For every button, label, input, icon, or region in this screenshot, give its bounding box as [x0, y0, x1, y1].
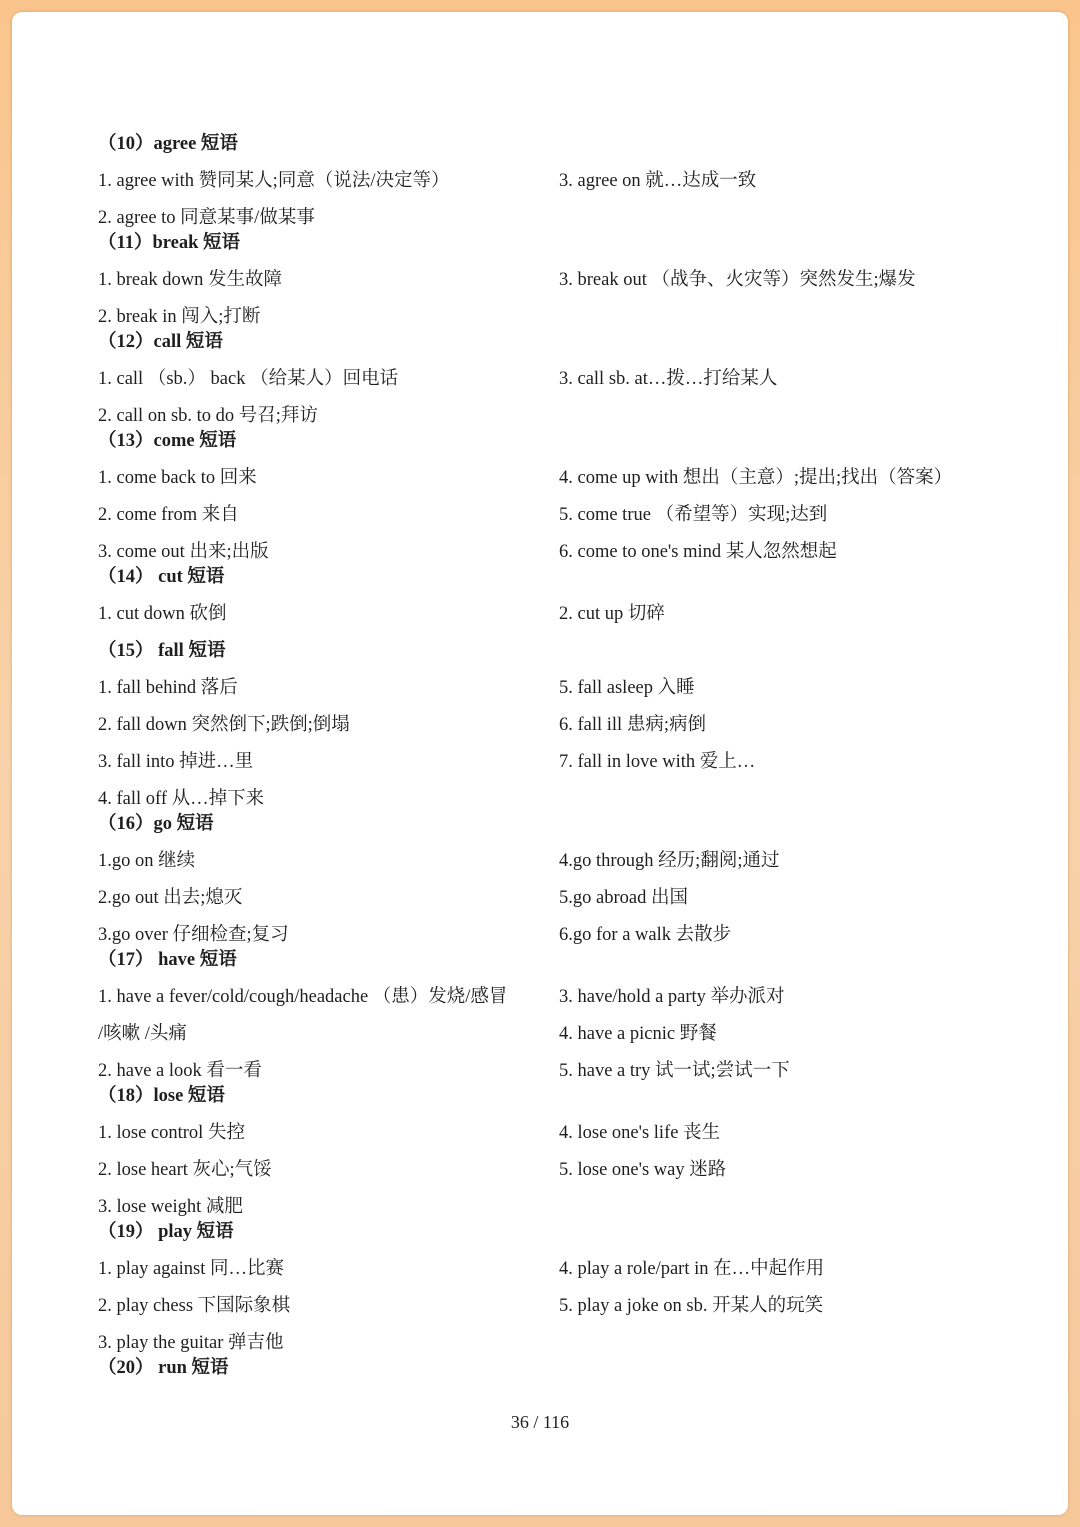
phrase-item: 5. come true （希望等）实现;达到: [559, 505, 828, 525]
phrase-item: 1. call （sb.） back （给某人）回电话: [98, 369, 399, 389]
phrase-item: 4. fall off 从…掉下来: [98, 789, 265, 809]
section-heading: （20） run 短语: [98, 1358, 229, 1378]
document-page: [12, 12, 1068, 1515]
phrase-item: 2. agree to 同意某事/做某事: [98, 208, 315, 228]
section-heading: （13）come 短语: [98, 431, 237, 451]
phrase-item: 1. agree with 赞同某人;同意（说法/决定等）: [98, 171, 450, 191]
section-heading: （14） cut 短语: [98, 567, 225, 587]
phrase-item: 5.go abroad 出国: [559, 888, 688, 908]
phrase-item: 1. fall behind 落后: [98, 678, 238, 698]
section-heading: （12）call 短语: [98, 332, 223, 352]
phrase-item: 2. lose heart 灰心;气馁: [98, 1160, 272, 1180]
phrase-item: 5. play a joke on sb. 开某人的玩笑: [559, 1296, 824, 1316]
phrase-item: 3. fall into 掉进…里: [98, 752, 254, 772]
phrase-item: 6.go for a walk 去散步: [559, 925, 732, 945]
section-heading: （11）break 短语: [98, 233, 241, 253]
phrase-item: 7. fall in love with 爱上…: [559, 752, 756, 772]
phrase-item: 2. fall down 突然倒下;跌倒;倒塌: [98, 715, 350, 735]
phrase-item: 2. come from 来自: [98, 505, 239, 525]
phrase-item: 3. lose weight 减肥: [98, 1197, 243, 1217]
phrase-item: 1. break down 发生故障: [98, 270, 282, 290]
phrase-item: 2. call on sb. to do 号召;拜访: [98, 406, 318, 426]
phrase-item: 3.go over 仔细检查;复习: [98, 925, 289, 945]
phrase-item: /咳嗽 /头痛: [98, 1024, 187, 1044]
section-heading: （19） play 短语: [98, 1222, 234, 1242]
phrase-item: 2. play chess 下国际象棋: [98, 1296, 291, 1316]
phrase-item: 3. break out （战争、火灾等）突然发生;爆发: [559, 270, 916, 290]
phrase-item: 1.go on 继续: [98, 851, 196, 871]
section-heading: （16）go 短语: [98, 814, 214, 834]
phrase-item: 4. have a picnic 野餐: [559, 1024, 717, 1044]
page-number: 36 / 116: [510, 1412, 570, 1432]
phrase-item: 2. have a look 看一看: [98, 1061, 262, 1081]
phrase-item: 1. come back to 回来: [98, 468, 257, 488]
phrase-item: 3. have/hold a party 举办派对: [559, 987, 785, 1007]
phrase-item: 3. play the guitar 弹吉他: [98, 1333, 284, 1353]
section-heading: （15） fall 短语: [98, 641, 226, 661]
phrase-item: 5. have a try 试一试;尝试一下: [559, 1061, 790, 1081]
phrase-item: 2. break in 闯入;打断: [98, 307, 261, 327]
phrase-item: 3. agree on 就…达成一致: [559, 171, 757, 191]
phrase-item: 4. lose one's life 丧生: [559, 1123, 721, 1143]
phrase-item: 1. lose control 失控: [98, 1123, 245, 1143]
phrase-item: 6. fall ill 患病;病倒: [559, 715, 706, 735]
phrase-list: [12, 12, 1068, 1515]
phrase-item: 1. play against 同…比赛: [98, 1259, 285, 1279]
phrase-item: 3. come out 出来;出版: [98, 542, 269, 562]
phrase-item: 5. fall asleep 入睡: [559, 678, 695, 698]
phrase-item: 4. come up with 想出（主意）;提出;找出（答案）: [559, 468, 953, 488]
phrase-item: 4. play a role/part in 在…中起作用: [559, 1259, 825, 1279]
section-heading: （17） have 短语: [98, 950, 237, 970]
section-heading: （10）agree 短语: [98, 134, 238, 154]
phrase-item: 2. cut up 切碎: [559, 604, 665, 624]
phrase-item: 1. cut down 砍倒: [98, 604, 227, 624]
section-heading: （18）lose 短语: [98, 1086, 225, 1106]
phrase-item: 3. call sb. at…拨…打给某人: [559, 369, 778, 389]
phrase-item: 2.go out 出去;熄灭: [98, 888, 243, 908]
phrase-item: 6. come to one's mind 某人忽然想起: [559, 542, 837, 562]
phrase-item: 5. lose one's way 迷路: [559, 1160, 727, 1180]
phrase-item: 1. have a fever/cold/cough/headache （患）发烧/感冒: [98, 987, 508, 1007]
phrase-item: 4.go through 经历;翻阅;通过: [559, 851, 780, 871]
